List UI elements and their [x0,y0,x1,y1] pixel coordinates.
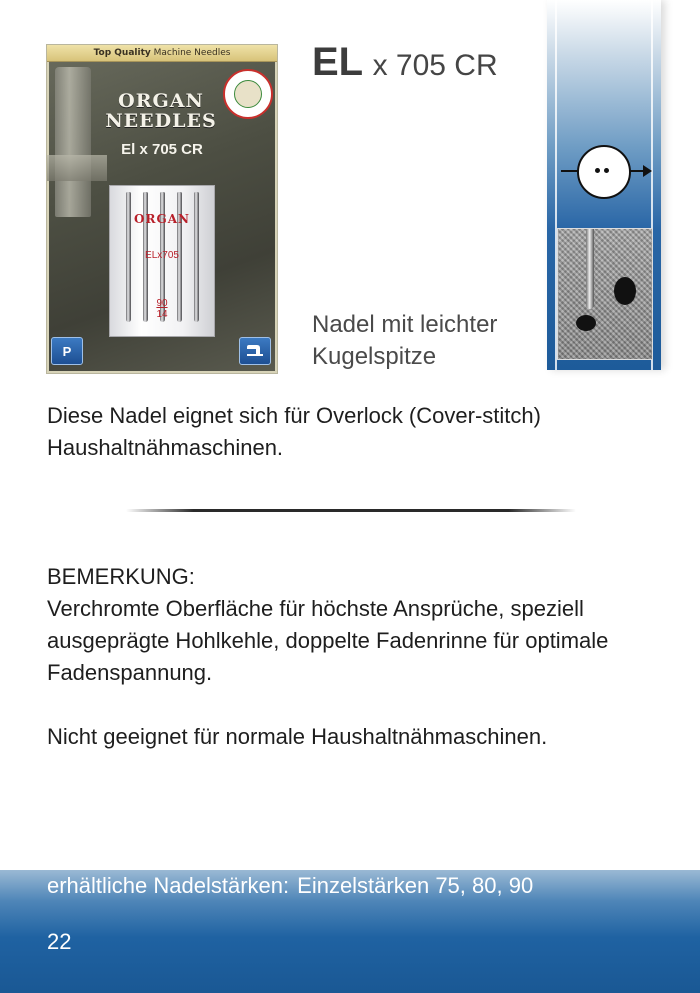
section-divider [126,509,576,512]
stitch-hole-graphic [614,277,636,305]
sewing-machine-icon [239,337,271,365]
needle-size-metric: 90 [156,298,168,309]
p-badge: P [51,337,83,365]
window-model: ELx705 [145,250,179,261]
presser-foot-graphic [55,67,91,217]
available-sizes-value: Einzelstärken 75, 80, 90 [297,873,534,898]
needle-size-label [120,298,204,320]
stitch-hole-graphic [576,315,596,331]
needle-tip-strip [547,0,661,370]
note-body: Verchromte Oberfläche für höchste Ansprüche, speziell ausgeprägte Hohlkehle, doppelte Fadenrinne für optimale Fadenspannung. [47,596,609,685]
arrow-right-icon [643,165,652,177]
needle-code-suffix: x 705 CR [372,49,498,82]
tip-description: Nadel mit leichter Kugelspitze [312,311,498,370]
package-top-band [47,45,277,62]
window-brand: ORGAN [134,212,190,226]
package-top-band-text: Machine Needles [153,48,231,58]
needle-window [109,185,215,337]
needle-description: Diese Nadel eignet sich für Overlock (Cover-stitch) Haushaltnähmaschinen. [47,403,541,460]
quality-seal-icon [223,69,273,119]
package-brand-line2: NEEDLES [105,110,217,132]
package-top-band-bold: Top Quality [93,48,151,58]
needle-closeup-graphic [586,229,594,309]
note-warning: Nicht geeignet für normale Haushaltnähmaschinen. [47,724,548,749]
package-brand-line1: ORGAN [118,90,204,112]
available-sizes-label: erhältliche Nadelstärken: [47,873,290,898]
needle-code: EL [312,40,364,84]
note-heading: BEMERKUNG: [47,564,195,589]
page-title [312,40,498,85]
ball-point-tip-icon [577,145,631,199]
presser-foot-base-graphic [47,155,107,181]
package-brand [101,91,221,131]
available-sizes [47,873,533,899]
needle-size-imperial: 14 [156,309,168,320]
fabric-closeup-image [557,228,653,360]
needle-package-image [46,44,278,374]
package-model: El x 705 CR [121,141,203,158]
page-number: 22 [47,929,72,954]
